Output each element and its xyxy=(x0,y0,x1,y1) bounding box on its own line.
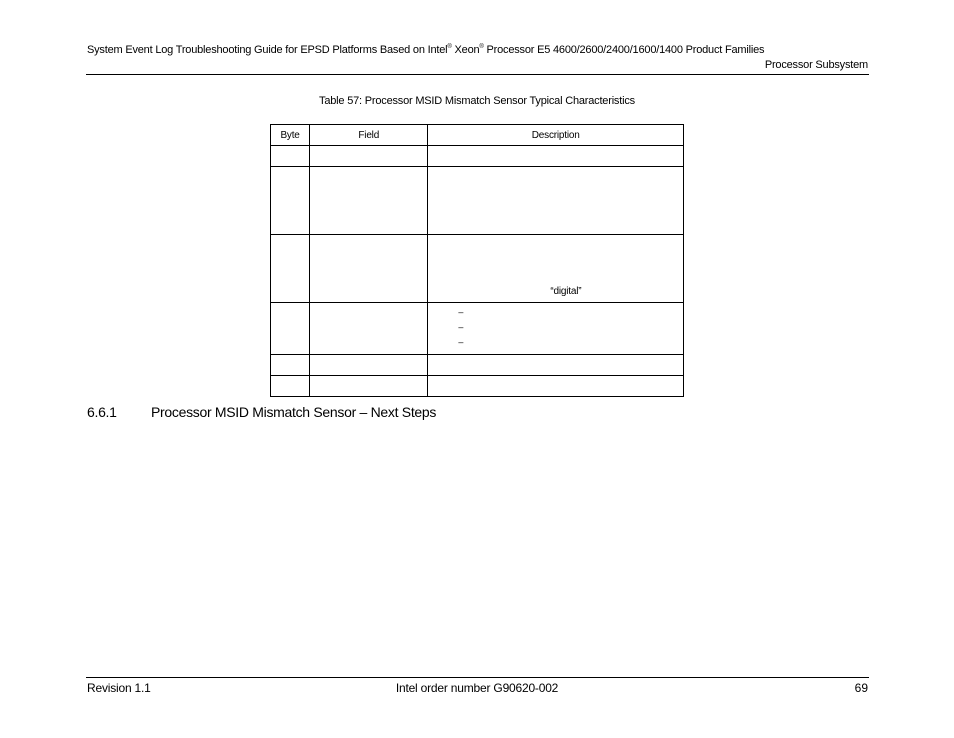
sensor-characteristics-table xyxy=(270,124,684,397)
table-cell-description xyxy=(428,376,684,397)
table-cell-byte xyxy=(271,146,310,167)
table-cell-description xyxy=(428,167,684,235)
table-row xyxy=(271,376,684,397)
table-cell-field xyxy=(310,146,428,167)
event-type-note: “digital” xyxy=(550,286,582,297)
table-cell-description xyxy=(428,235,684,303)
table-cell-byte xyxy=(271,167,310,235)
table-cell-field xyxy=(310,303,428,355)
list-item: – xyxy=(458,337,464,347)
column-header-byte: Byte xyxy=(271,125,310,146)
table-cell-field xyxy=(310,376,428,397)
table-row xyxy=(271,167,684,235)
table-cell-field xyxy=(310,235,428,303)
column-header-description: Description xyxy=(428,125,684,146)
footer-order-number: Intel order number G90620-002 xyxy=(395,681,559,695)
table-cell-description xyxy=(428,146,684,167)
table-cell-description xyxy=(428,303,684,355)
header-title-part3: Processor E5 4600/2600/2400/1600/1400 Product Families xyxy=(483,44,765,56)
table-cell-field xyxy=(310,355,428,376)
table-row xyxy=(271,355,684,376)
table-cell-byte xyxy=(271,376,310,397)
table-cell-byte xyxy=(271,235,310,303)
table-row xyxy=(271,146,684,167)
table-cell-byte xyxy=(271,303,310,355)
column-header-field: Field xyxy=(310,125,428,146)
section-heading xyxy=(87,404,436,421)
table-row xyxy=(271,235,684,303)
header-title-part2: Xeon xyxy=(451,44,480,56)
table-header-row xyxy=(271,125,684,146)
table-cell-byte xyxy=(271,355,310,376)
running-header-section: Processor Subsystem xyxy=(764,59,868,71)
footer-revision: Revision 1.1 xyxy=(87,681,151,695)
header-divider xyxy=(86,74,869,75)
page-number: 69 xyxy=(854,681,868,695)
section-title: Processor MSID Mismatch Sensor – Next Steps xyxy=(151,404,437,420)
table-cell-field xyxy=(310,167,428,235)
section-number: 6.6.1 xyxy=(87,404,117,420)
registered-trademark-mark: ® xyxy=(447,44,452,50)
footer-divider xyxy=(86,677,869,678)
list-item: – xyxy=(458,322,464,332)
running-header-title xyxy=(87,44,777,57)
header-title-part1: System Event Log Troubleshooting Guide for EPSD Platforms Based on Intel xyxy=(87,44,448,56)
table-caption: Table 57: Processor MSID Mismatch Sensor Typical Characteristics xyxy=(319,95,635,107)
registered-trademark-mark: ® xyxy=(479,44,484,50)
table-row xyxy=(271,303,684,355)
list-item: – xyxy=(458,307,464,317)
table-cell-description xyxy=(428,355,684,376)
